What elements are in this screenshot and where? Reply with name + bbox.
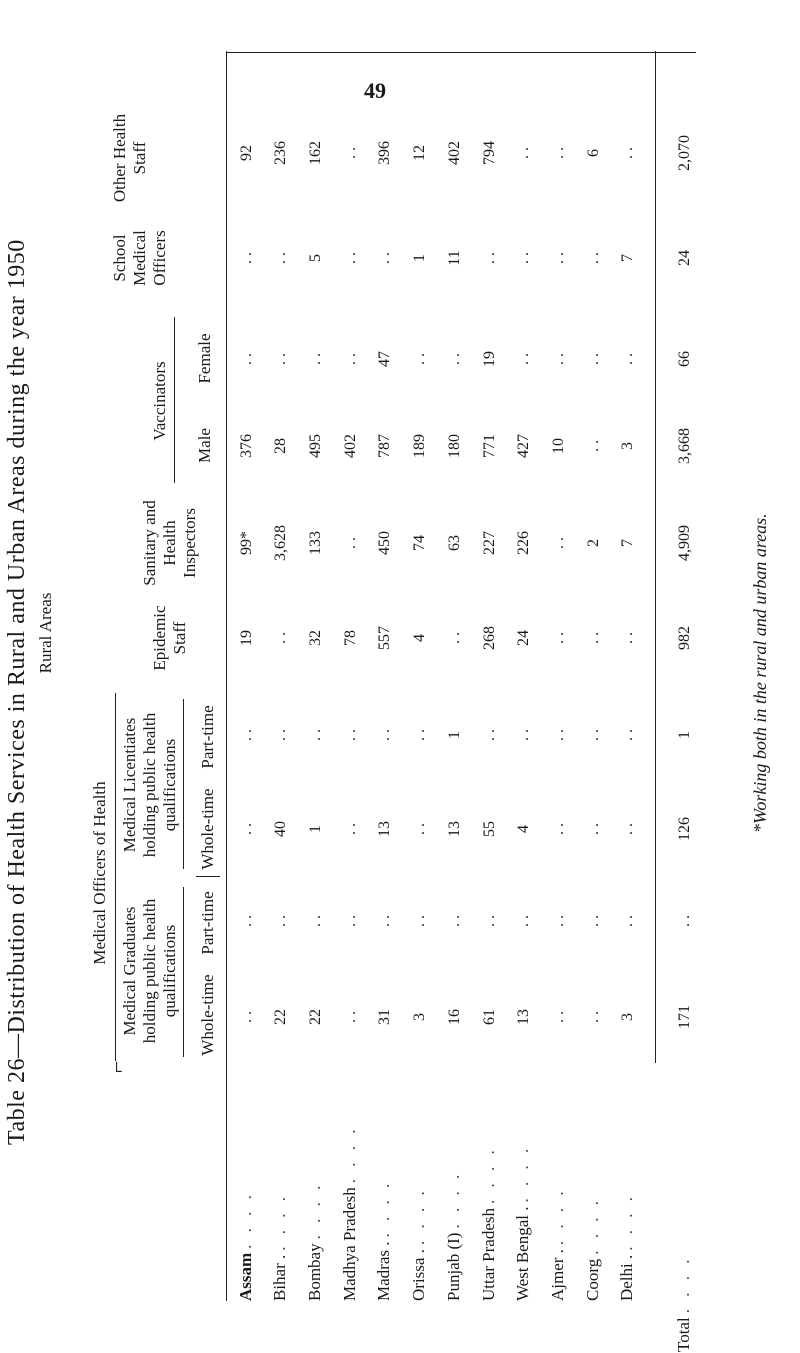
row-name: Bombay	[305, 1243, 324, 1301]
total-cell-sanitary: 4,909	[676, 525, 693, 561]
cell-l-part: 1	[446, 731, 463, 739]
cell-vac-male: . .	[585, 440, 602, 452]
total-cell-other: 2,070	[676, 135, 693, 171]
leader-dots: . . . .	[409, 1187, 428, 1246]
cell-other: . .	[515, 147, 532, 159]
cell-g-part: . .	[307, 915, 324, 927]
header-other-health: Other Health Staff	[110, 113, 149, 203]
total-rule	[655, 51, 656, 1063]
cell-epidemic: 32	[307, 630, 324, 646]
row-label	[305, 1071, 325, 1301]
cell-vac-female: 47	[376, 351, 393, 367]
row-name: Bihar .	[270, 1254, 289, 1301]
total-cell-l-part: 1	[676, 731, 693, 739]
cell-l-whole: 13	[446, 821, 463, 837]
cell-l-part: . .	[342, 729, 359, 741]
cell-other: 12	[411, 145, 428, 161]
cell-l-part: . .	[272, 729, 289, 741]
total-cell-vac-male: 3,668	[676, 428, 693, 464]
header-medical-officers: Medical Officers of Health	[90, 781, 109, 965]
cell-g-whole: . .	[238, 1011, 255, 1023]
row-name: Ajmer .	[548, 1249, 567, 1301]
cell-g-whole: 31	[376, 1009, 393, 1025]
cell-l-whole: 1	[307, 825, 324, 833]
cell-vac-female: . .	[585, 353, 602, 365]
header-graduates: Medical Graduates holding public health qualifications	[120, 898, 179, 1044]
total-cell-school: 24	[676, 250, 693, 266]
cell-other: . .	[342, 147, 359, 159]
cell-vac-male: 180	[446, 434, 463, 458]
body-top-rule	[226, 51, 227, 1301]
cell-school: . .	[342, 252, 359, 264]
graduates-rule	[183, 887, 184, 1057]
cell-epidemic: 78	[342, 630, 359, 646]
row-label	[374, 1071, 394, 1301]
cell-other: 402	[446, 141, 463, 165]
header-grad-whole-time: Whole-time	[198, 974, 217, 1056]
header-school-medical: School Medical Officers	[110, 230, 169, 286]
row-label	[236, 1071, 256, 1301]
cell-school: 11	[446, 250, 463, 266]
leader-dots: . . . .	[270, 1192, 289, 1251]
row-label	[340, 1071, 360, 1301]
cell-l-part: . .	[376, 729, 393, 741]
header-lic-whole-time: Whole-time	[198, 788, 217, 870]
leader-dots: . . . .	[674, 1255, 693, 1314]
row-name: Coorg	[583, 1258, 602, 1301]
cell-l-part: . .	[515, 729, 532, 741]
cell-vac-male: 771	[481, 434, 498, 458]
right-rule	[226, 52, 696, 53]
cell-sanitary: 227	[481, 531, 498, 555]
cell-g-whole: . .	[550, 1011, 567, 1023]
leader-dots: . . . .	[479, 1146, 498, 1204]
cell-sanitary: . .	[550, 537, 567, 549]
cell-l-whole: . .	[585, 823, 602, 835]
cell-l-whole: . .	[619, 823, 636, 835]
row-name: Uttar Pradesh	[479, 1207, 498, 1301]
cell-l-part: . .	[481, 729, 498, 741]
cell-g-whole: 3	[411, 1013, 428, 1021]
cell-epidemic: . .	[550, 632, 567, 644]
cell-epidemic: 557	[376, 626, 393, 650]
cell-other: . .	[619, 147, 636, 159]
cell-l-whole: 55	[481, 821, 498, 837]
cell-sanitary: 3,628	[272, 525, 289, 561]
cell-sanitary: 226	[515, 531, 532, 555]
total-row-label	[674, 1122, 694, 1352]
cell-epidemic: . .	[619, 632, 636, 644]
cell-g-part: . .	[411, 915, 428, 927]
cell-epidemic: 4	[411, 634, 428, 642]
header-lic-part-time: Part-time	[198, 705, 217, 769]
cell-g-part: . .	[342, 915, 359, 927]
cell-other: 162	[307, 141, 324, 165]
cell-g-part: . .	[272, 915, 289, 927]
cell-g-whole: 22	[272, 1009, 289, 1025]
cell-epidemic: 24	[515, 630, 532, 646]
cell-vac-female: . .	[411, 353, 428, 365]
cell-g-whole: 61	[481, 1009, 498, 1025]
cell-l-part: . .	[307, 729, 324, 741]
leader-dots: . . . .	[617, 1192, 636, 1251]
cell-school: 5	[307, 254, 324, 262]
cell-epidemic: . .	[446, 632, 463, 644]
cell-vac-female: . .	[342, 353, 359, 365]
cell-other: 236	[272, 141, 289, 165]
cell-school: . .	[515, 252, 532, 264]
cell-school: . .	[376, 252, 393, 264]
cell-vac-male: 28	[272, 438, 289, 454]
leader-dots: . . . .	[583, 1197, 602, 1255]
cell-vac-male: 376	[238, 434, 255, 458]
cell-g-part: . .	[238, 915, 255, 927]
cell-school: . .	[585, 252, 602, 264]
row-label	[583, 1071, 603, 1301]
total-cell-g-part: . .	[676, 915, 693, 927]
cell-l-part: . .	[585, 729, 602, 741]
cell-other: 6	[585, 149, 602, 157]
cell-vac-male: 402	[342, 434, 359, 458]
cell-g-whole: . .	[342, 1011, 359, 1023]
leader-dots: . . . .	[374, 1179, 393, 1238]
leader-dots: . . . .	[305, 1181, 324, 1240]
row-name: Madras .	[374, 1241, 393, 1301]
header-vaccinators: Vaccinators	[150, 361, 169, 441]
cell-school: 7	[619, 254, 636, 262]
header-sanitary-inspectors: Sanitary and Health Inspectors	[140, 500, 199, 586]
cell-vac-male: 427	[515, 434, 532, 458]
cell-vac-female: . .	[238, 353, 255, 365]
row-label	[617, 1071, 637, 1301]
cell-l-part: . .	[550, 729, 567, 741]
cell-other: 794	[481, 141, 498, 165]
cell-g-whole: 22	[307, 1009, 324, 1025]
cell-l-whole: . .	[550, 823, 567, 835]
cell-g-whole: 16	[446, 1009, 463, 1025]
cell-g-whole: 13	[515, 1009, 532, 1025]
licentiates-rule	[183, 699, 184, 869]
cell-epidemic: . .	[585, 632, 602, 644]
leader-dots: . . . .	[548, 1187, 567, 1246]
row-label	[548, 1071, 568, 1301]
cell-epidemic: 19	[238, 630, 255, 646]
row-name: Orissa .	[409, 1249, 428, 1301]
cell-school: . .	[238, 252, 255, 264]
cell-vac-female: . .	[307, 353, 324, 365]
cell-sanitary: 450	[376, 531, 393, 555]
cell-vac-female: 19	[481, 351, 498, 367]
cell-sanitary: 133	[307, 531, 324, 555]
cell-vac-female: . .	[272, 353, 289, 365]
cell-school: . .	[272, 252, 289, 264]
cell-other: . .	[550, 147, 567, 159]
row-label	[444, 1071, 464, 1301]
total-cell-g-whole: 171	[676, 1005, 693, 1029]
header-vac-male: Male	[195, 428, 214, 463]
row-name: Madhya Pradesh	[340, 1187, 359, 1301]
header-licentiates: Medical Licentiates holding public health qualifications	[120, 712, 179, 858]
leader-dots: . . . .	[444, 1170, 463, 1229]
cell-vac-female: . .	[550, 353, 567, 365]
cell-g-part: . .	[515, 915, 532, 927]
header-rule	[115, 693, 116, 1061]
leader-dots: . . . .	[236, 1191, 255, 1249]
cell-vac-male: 495	[307, 434, 324, 458]
cell-g-part: . .	[550, 915, 567, 927]
header-vac-female: Female	[195, 333, 214, 384]
cell-vac-female: . .	[446, 353, 463, 365]
total-cell-epidemic: 982	[676, 626, 693, 650]
cell-g-part: . .	[585, 915, 602, 927]
page-number: 49	[364, 78, 386, 103]
header-epidemic-staff: Epidemic Staff	[150, 605, 189, 671]
cell-l-whole: 40	[272, 821, 289, 837]
cell-sanitary: 2	[585, 539, 602, 547]
cell-g-part: . .	[619, 915, 636, 927]
cell-l-part: . .	[619, 729, 636, 741]
cell-sanitary: 74	[411, 535, 428, 551]
row-name: Delhi .	[617, 1254, 636, 1301]
cell-sanitary: . .	[342, 537, 359, 549]
cell-vac-male: 10	[550, 438, 567, 454]
cell-l-whole: . .	[238, 823, 255, 835]
row-label	[409, 1071, 429, 1301]
cell-sanitary: 7	[619, 539, 636, 547]
cell-sanitary: 63	[446, 535, 463, 551]
cell-vac-male: 787	[376, 434, 393, 458]
table-title: Table 26—Distribution of Health Services in Rural and Urban Areas during the year 1950	[4, 239, 30, 1145]
cell-g-whole: . .	[585, 1011, 602, 1023]
cell-g-part: . .	[481, 915, 498, 927]
total-cell-l-whole: 126	[676, 817, 693, 841]
row-label	[270, 1071, 290, 1301]
cell-vac-female: . .	[515, 353, 532, 365]
total-cell-vac-female: 66	[676, 351, 693, 367]
cell-sanitary: 99*	[238, 531, 255, 555]
header-grad-part-time: Part-time	[198, 891, 217, 955]
leader-dots: . . . .	[513, 1144, 532, 1203]
row-label	[513, 1071, 533, 1301]
footnote: *Working both in the rural and urban areas.	[750, 513, 770, 833]
subtitle: Rural Areas	[36, 592, 55, 674]
cell-vac-female: . .	[619, 353, 636, 365]
row-name: Assam	[236, 1252, 255, 1301]
cell-l-whole: . .	[411, 823, 428, 835]
cell-epidemic: . .	[272, 632, 289, 644]
cell-l-whole: 4	[515, 825, 532, 833]
cell-vac-male: 3	[619, 442, 636, 450]
cell-g-whole: 3	[619, 1013, 636, 1021]
cell-l-part: . .	[238, 729, 255, 741]
cell-g-part: . .	[376, 915, 393, 927]
leader-dots: . . . .	[340, 1125, 359, 1184]
cell-epidemic: 268	[481, 626, 498, 650]
vaccinators-rule	[174, 317, 175, 483]
cell-l-whole: . .	[342, 823, 359, 835]
row-label	[479, 1071, 499, 1301]
cell-vac-male: 189	[411, 434, 428, 458]
cell-g-part: . .	[446, 915, 463, 927]
cell-school: 1	[411, 254, 428, 262]
cell-school: . .	[550, 252, 567, 264]
cell-other: 92	[238, 145, 255, 161]
cell-other: 396	[376, 141, 393, 165]
row-name: West Bengal .	[513, 1206, 532, 1301]
row-name: Punjab (I)	[444, 1232, 463, 1301]
cell-l-whole: 13	[376, 821, 393, 837]
cell-school: . .	[481, 252, 498, 264]
header-divider	[196, 876, 220, 877]
cell-l-part: . .	[411, 729, 428, 741]
brace-left: ⌐	[104, 1060, 129, 1073]
row-name: Total	[674, 1317, 693, 1352]
